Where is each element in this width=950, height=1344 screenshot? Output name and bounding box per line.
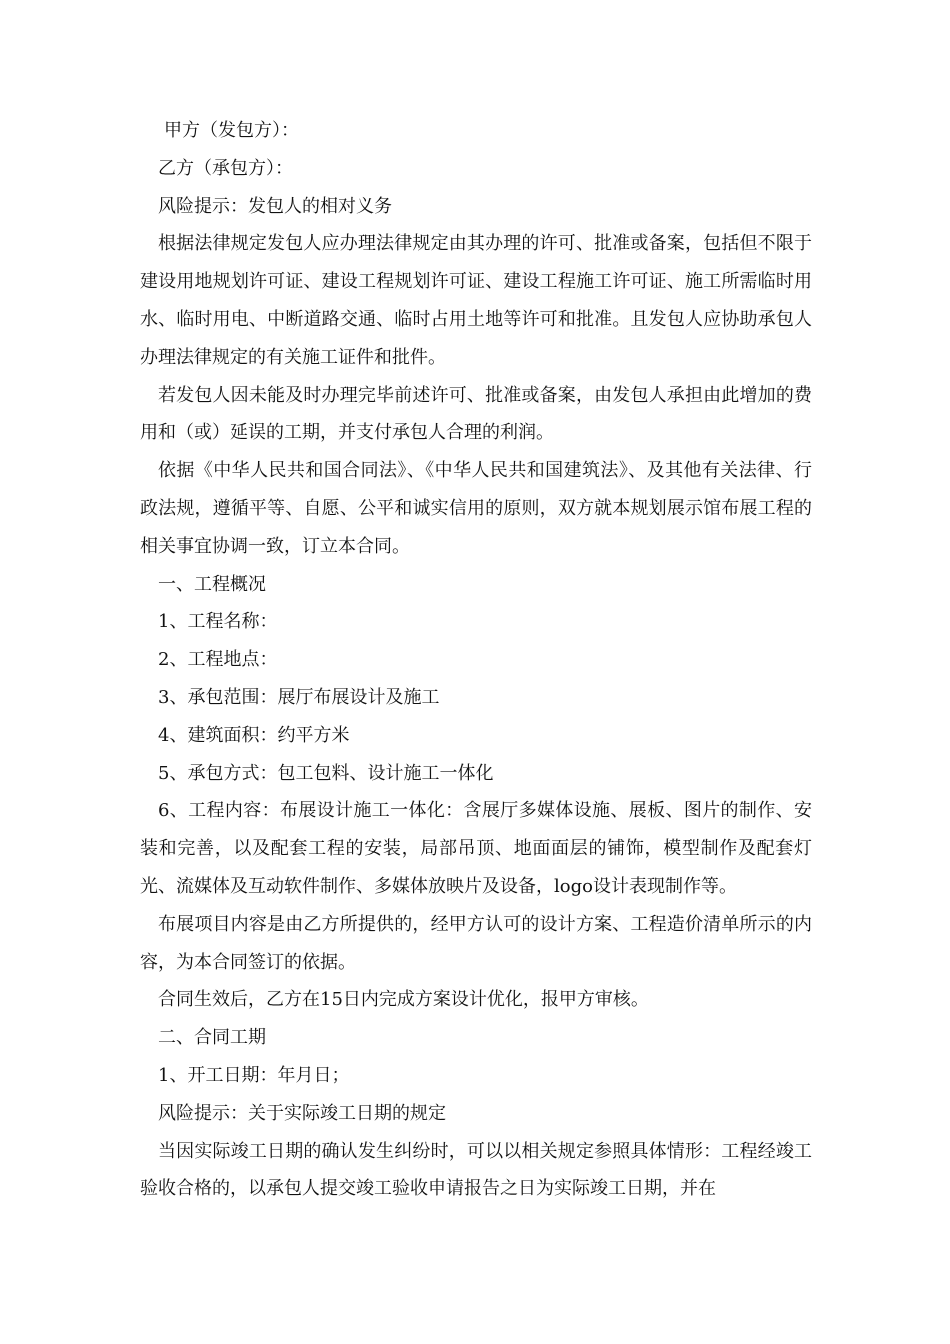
paragraph-content-basis: 布展项目内容是由乙方所提供的，经甲方认可的设计方案、工程造价清单所示的内容，为本合同签订的依据。 (140, 913, 812, 973)
risk-note-heading: 风险提示：发包人的相对义务 (158, 195, 392, 217)
paragraph-completion-date: 当因实际竣工日期的确认发生纠纷时，可以以相关规定参照具体情形：工程经竣工验收合格的，以承包人提交竣工验收申请报告之日为实际竣工日期，并在 (140, 1140, 812, 1200)
item-project-name: 1、工程名称： (158, 611, 278, 633)
party-a-line: 甲方（发包方）： (164, 120, 299, 141)
paragraph-basis: 依据《中华人民共和国合同法》、《中华人民共和国建筑法》、及其他有关法律、行政法规，遵循平等、自愿、公平和诚实信用的原则，双方就本规划展示馆布展工程的相关事宜协调一致，订立本合同。 (140, 460, 812, 557)
item-project-location: 2、工程地点： (158, 649, 278, 671)
paragraph-design-optimization: 合同生效后，乙方在15日内完成方案设计优化，报甲方审核。 (158, 989, 649, 1011)
paragraph-delay: 若发包人因未能及时办理完毕前述许可、批准或备案，由发包人承担由此增加的费用和（或）延误的工期，并支付承包人合理的利润。 (140, 384, 812, 444)
section-heading-schedule: 二、合同工期 (158, 1027, 266, 1049)
document-body (140, 112, 812, 1208)
party-b-line: 乙方（承包方）： (158, 157, 293, 179)
item-area: 4、建筑面积：约平方米 (158, 724, 350, 746)
item-contract-mode: 5、承包方式：包工包料、设计施工一体化 (158, 762, 494, 784)
item-start-date: 1、开工日期：年月日； (158, 1064, 350, 1086)
risk-note-completion: 风险提示：关于实际竣工日期的规定 (158, 1102, 446, 1124)
paragraph-permits: 根据法律规定发包人应办理法律规定由其办理的许可、批准或备案，包括但不限于建设用地规划许可证、建设工程规划许可证、建设工程施工许可证、施工所需临时用水、临时用电、中断道路交通、临时占用土地等许可和批准。且发包人应协助承包人办理法律规定的有关施工证件和批件。 (140, 233, 812, 368)
item-scope: 3、承包范围：展厅布展设计及施工 (158, 686, 440, 708)
item-project-content: 6、工程内容：布展设计施工一体化：含展厅多媒体设施、展板、图片的制作、安装和完善，以及配套工程的安装，局部吊顶、地面面层的铺饰，模型制作及配套灯光、流媒体及互动软件制作、多媒体放映片及设备，logo设计表现制作等。 (140, 800, 812, 897)
section-heading-overview: 一、工程概况 (158, 573, 266, 595)
